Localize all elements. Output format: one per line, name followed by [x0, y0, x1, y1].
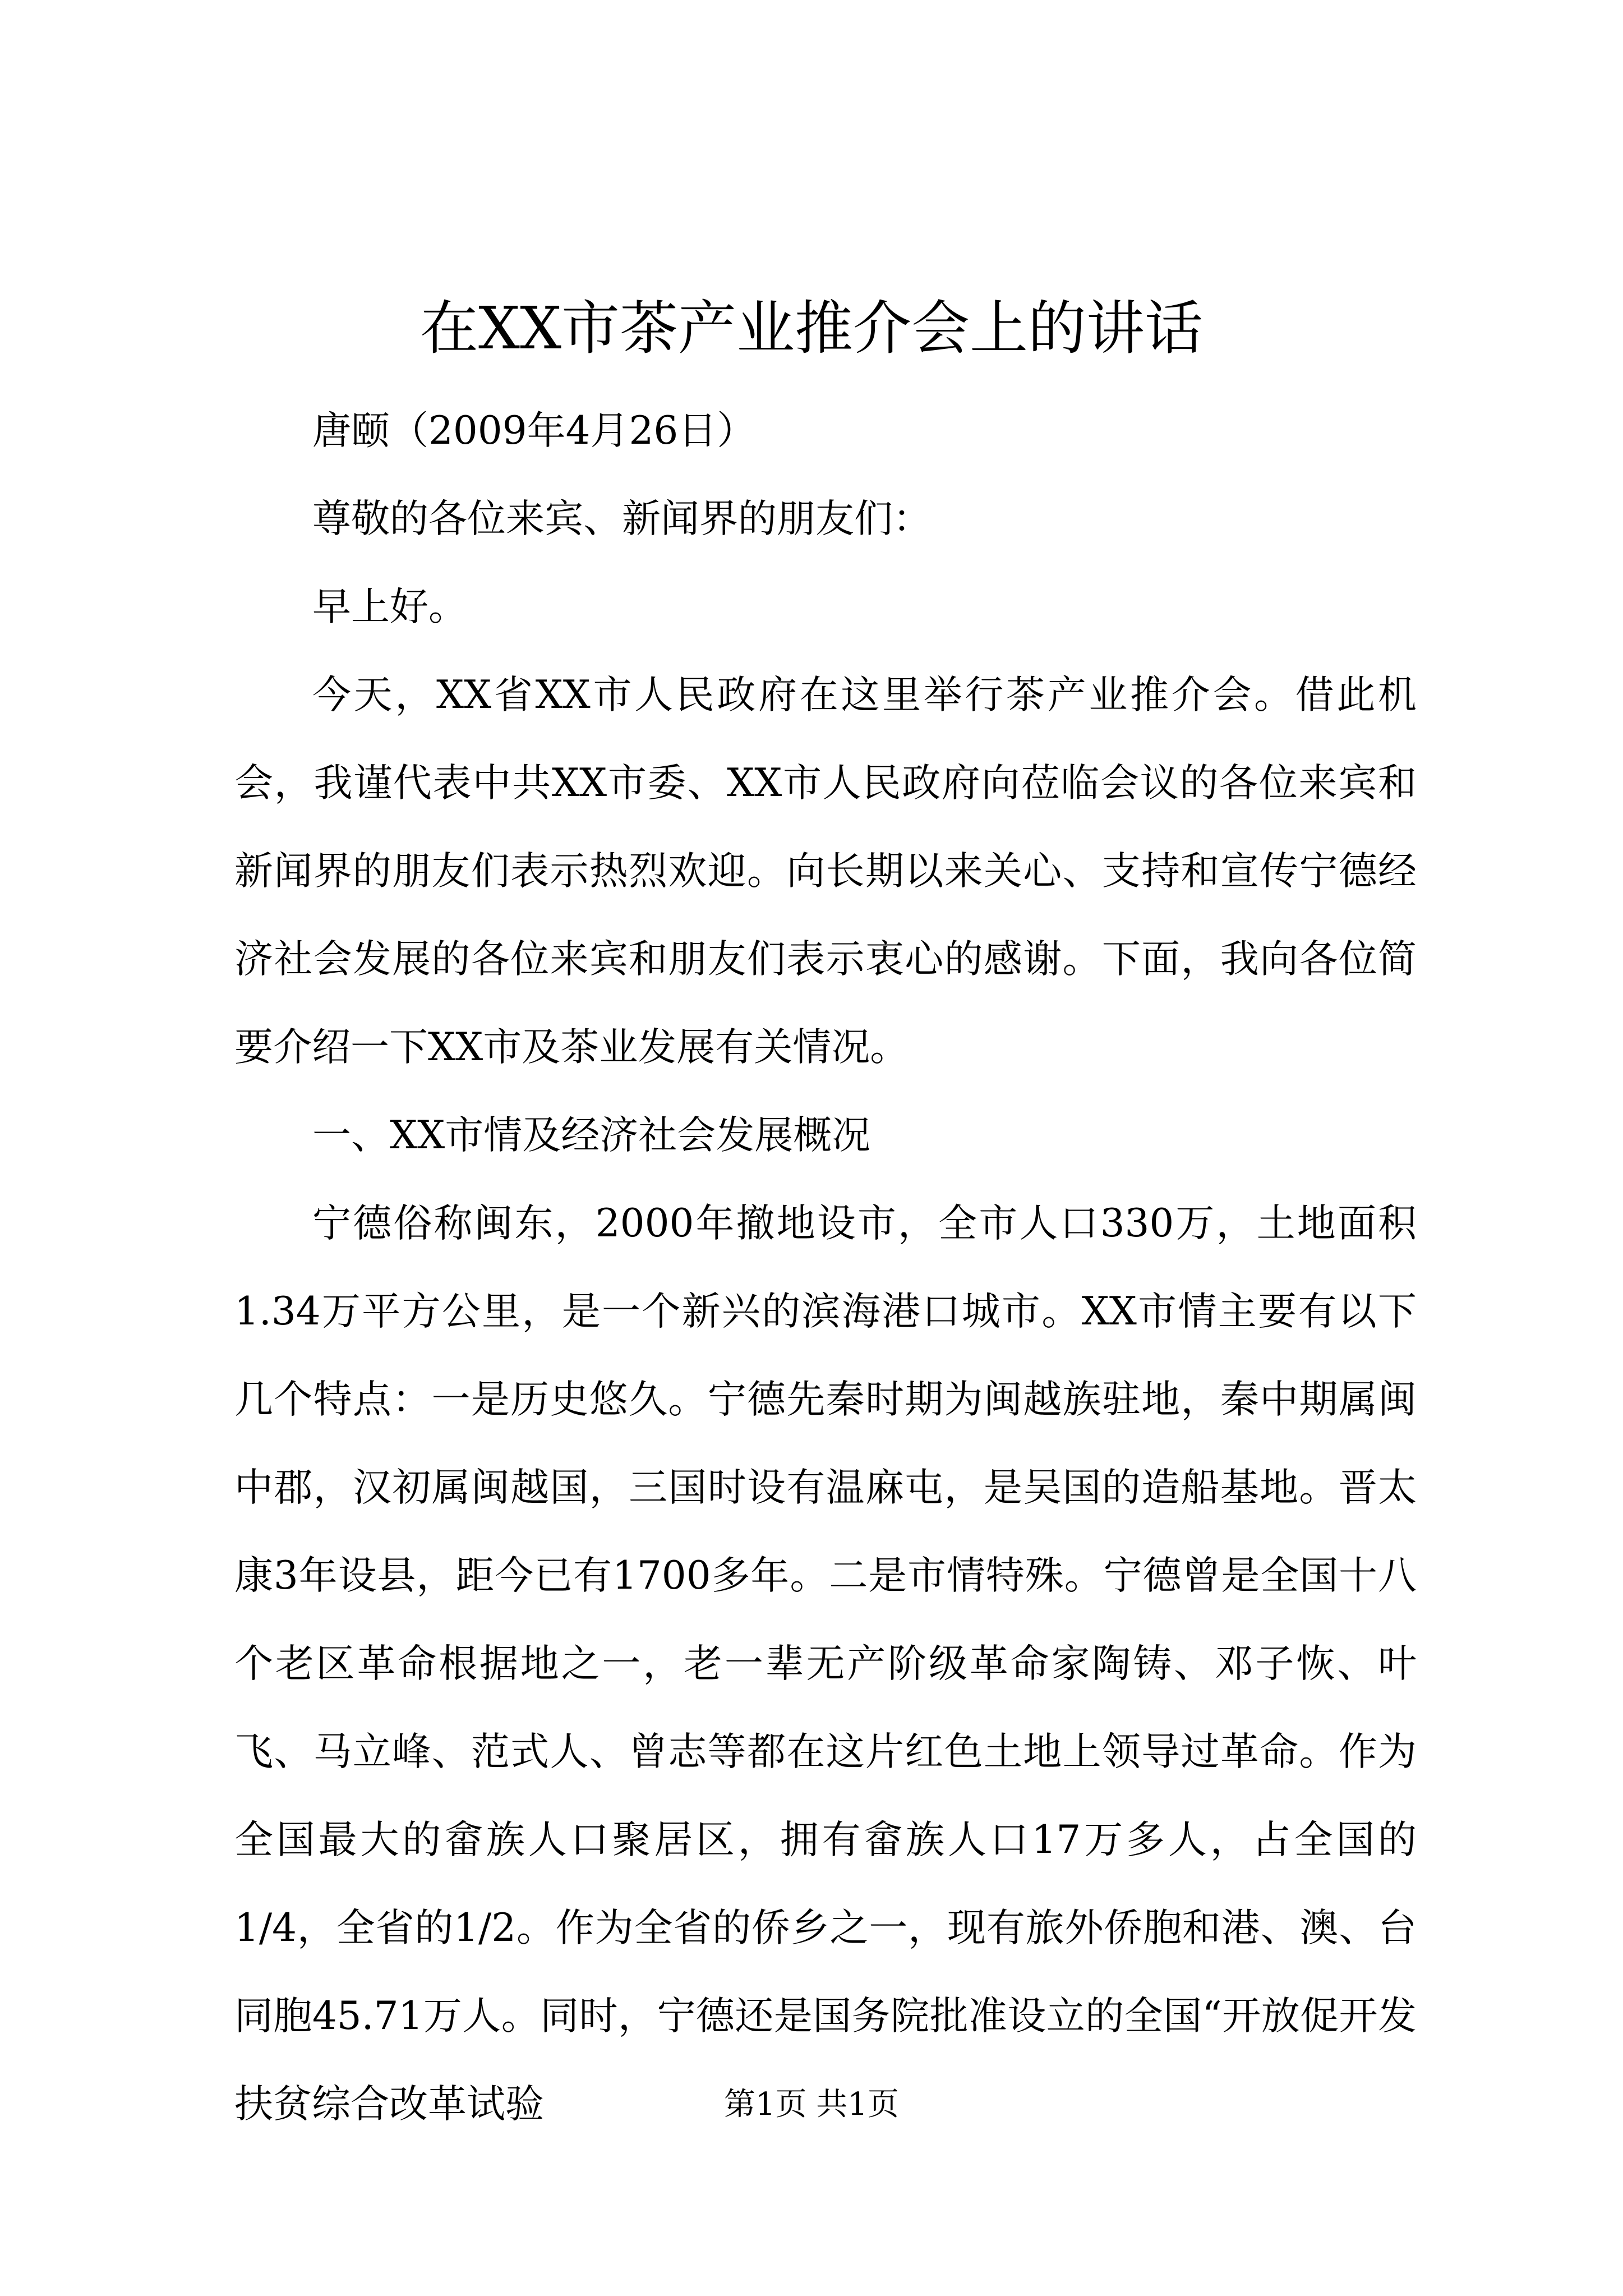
greeting: 早上好。: [312, 585, 467, 629]
paragraph-introduction: 今天，XX省XX市人民政府在这里举行茶产业推介会。借此机会，我谨代表中共XX市委、XX市人民政府向莅临会议的各位来宾和新闻界的朋友们表示热烈欢迎。向长期以来关心、支持和宣传宁德经济社会发展的各位来宾和朋友们表示衷心的感谢。下面，我向各位简要介绍一下XX市及茶业发展有关情况。: [234, 673, 1417, 1070]
section-heading: 一、XX市情及经济社会发展概况: [312, 1113, 871, 1158]
page-total: 共1页: [816, 2086, 900, 2123]
document-title: 在XX市茶产业推介会上的讲话: [419, 294, 1204, 362]
document-body: [234, 387, 1417, 2148]
page-number: 第1页: [723, 2086, 807, 2123]
author-date-line: 唐颐（2009年4月26日）: [312, 408, 756, 453]
salutation: 尊敬的各位来宾、新闻界的朋友们：: [312, 496, 932, 541]
paragraph-city-overview: 宁德俗称闽东，2000年撤地设市，全市人口330万，土地面积1.34万平方公里，是一个新兴的滨海港口城市。XX市情主要有以下几个特点：一是历史悠久。宁德先秦时期为闽越族驻地，秦中期属闽中郡，汉初属闽越国，三国时设有温麻屯，是吴国的造船基地。晋太康3年设县，距今已有1700多年。二是市情特殊。宁德曾是全国十八个老区革命根据地之一，老一辈无产阶级革命家陶铸、邓子恢、叶飞、马立峰、范式人、曾志等都在这片红色土地上领导过革命。作为全国最大的畲族人口聚居区，拥有畲族人口17万多人，占全国的1/4，全省的1/2。作为全省的侨乡之一，现有旅外侨胞和港、澳、台同胞45.71万人。同时，宁德还是国务院批准设立的全国“开放促开发扶贫综合改革试验: [234, 1201, 1417, 2127]
page-footer: [0, 2082, 1623, 2127]
